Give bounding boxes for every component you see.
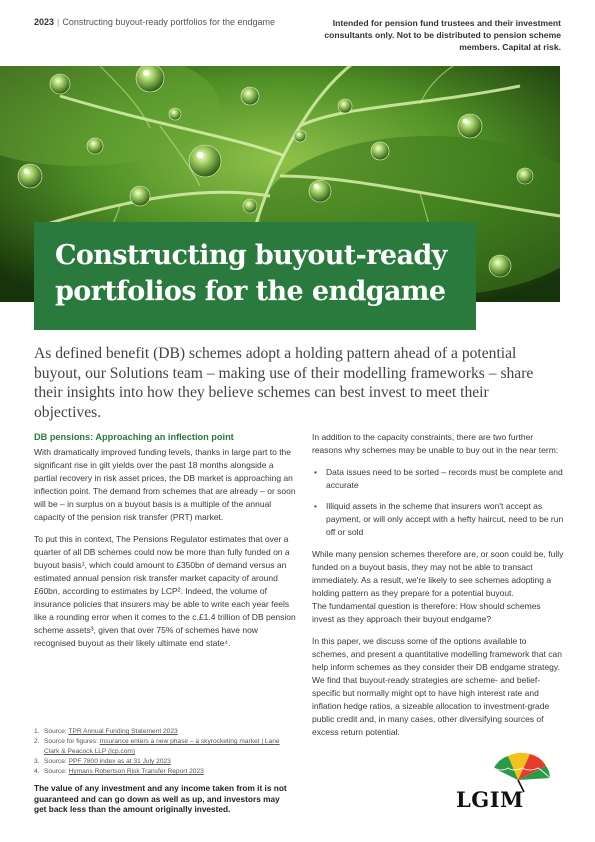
running-header: 2023 | Constructing buyout-ready portfolios for the endgame — [34, 17, 275, 27]
body-paragraph: The fundamental question is therefore: How should schemes invest as they approach their buyout endgame? — [312, 601, 541, 624]
footnote-link[interactable]: PPF 7800 index as at 31 July 2023 — [68, 758, 171, 765]
lead-paragraph: As defined benefit (DB) schemes adopt a holding pattern ahead of a potential buyout, our Solutions team – making use of their modelling frameworks – share their insights into how they believe schemes can best invest to meet their objectives. — [34, 345, 534, 421]
body-paragraph: With dramatically improved funding levels, thanks in large part to the significant rise in gilt yields over the past 18 months alongside a partial recovery in risk asset prices, the DB market is approaching an inflection point. The demand from schemes that are already – or soon will be – in surplus on a buyout basis is a multiple of the annual capacity of the pension risk transfer (PRT) market. — [34, 447, 296, 522]
header-year: 2023 — [34, 17, 55, 27]
footnote-link[interactable]: Hymans Robertson Risk Transfer Report 2023 — [68, 768, 204, 775]
right-column — [312, 431, 565, 748]
bullet-list — [312, 466, 565, 539]
left-column — [34, 431, 296, 659]
list-item: • Illiquid assets in the scheme that insurers won't accept as payment, or will only accept with a hefty haircut, need to be run off or sold — [312, 500, 565, 539]
section-subheading: DB pensions: Approaching an inflection point — [34, 432, 234, 442]
footnote-2: 2. Source for figures: Insurance enters a new phase – a skyrocketing market | Lane Clark & Peacock LLP (lcp.com) — [34, 738, 280, 755]
header-running-title: Constructing buyout-ready portfolios for the endgame — [62, 17, 275, 27]
body-paragraph: To put this in context, The Pensions Regulator estimates that over a quarter of all DB schemes could now be more than fully funded on a buyout basis¹, which could amount to £350bn of demand versus an estimated annual pension risk transfer market capacity of around £60bn, according to estimates by LCP². Indeed, the volume of insurance policies that insurers may be able to write each year feels like a rounding error when it comes to the c.£1.4 trillion of DB pension scheme assets³, given that over 75% of schemes have now recognised buyout as their likely ultimate end state⁴. — [34, 534, 296, 648]
audience-notice: Intended for pension fund trustees and their investment consultants only. Not to be distributed to pension scheme members. Capital at risk. — [324, 18, 561, 52]
footnote-4: 4. Source: Hymans Robertson Risk Transfer Report 2023 — [34, 768, 204, 775]
list-item: • Data issues need to be sorted – records must be complete and accurate — [312, 466, 565, 492]
footnote-3: 3. Source: PPF 7800 index as at 31 July 2023 — [34, 758, 171, 765]
title-panel — [34, 222, 476, 330]
lgim-logo-text: LGIM — [456, 787, 524, 812]
page-title: Constructing buyout-ready portfolios for the endgame — [55, 240, 447, 307]
footnote-link[interactable]: Insurance enters a new phase – a skyrocketing market | Lane Clark & Peacock LLP (lcp.com) — [44, 738, 280, 755]
body-paragraph: In addition to the capacity constraints, there are two further reasons why schemes may be unable to buy out in the near term: — [312, 432, 559, 455]
footnotes — [34, 727, 296, 777]
footnote-link[interactable]: TPR Annual Funding Statement 2023 — [68, 728, 178, 735]
body-paragraph: While many pension schemes therefore are, or soon could be, fully funded on a buyout basis, they may not be able to transact immediately. As a result, we're likely to see schemes adopting a holding pattern as they prepare for a potential buyout. — [312, 549, 564, 598]
body-paragraph: In this paper, we discuss some of the options available to schemes, and present a quantitative modelling framework that can help inform schemes as they consider their DB endgame strategy. We find that buyout-ready strategies are scheme- and belief-specific but normally might opt to have high interest rate and inflation hedge ratios, a sizeable allocation to investment-grade public credit and, in many cases, other diversifying sources of excess return potential. — [312, 636, 562, 737]
risk-disclaimer: The value of any investment and any income taken from it is not guaranteed and can go down as well as up, and investors may get back less than the amount originally invested. — [34, 783, 287, 814]
footnote-1: 1. Source: TPR Annual Funding Statement 2023 — [34, 728, 178, 735]
